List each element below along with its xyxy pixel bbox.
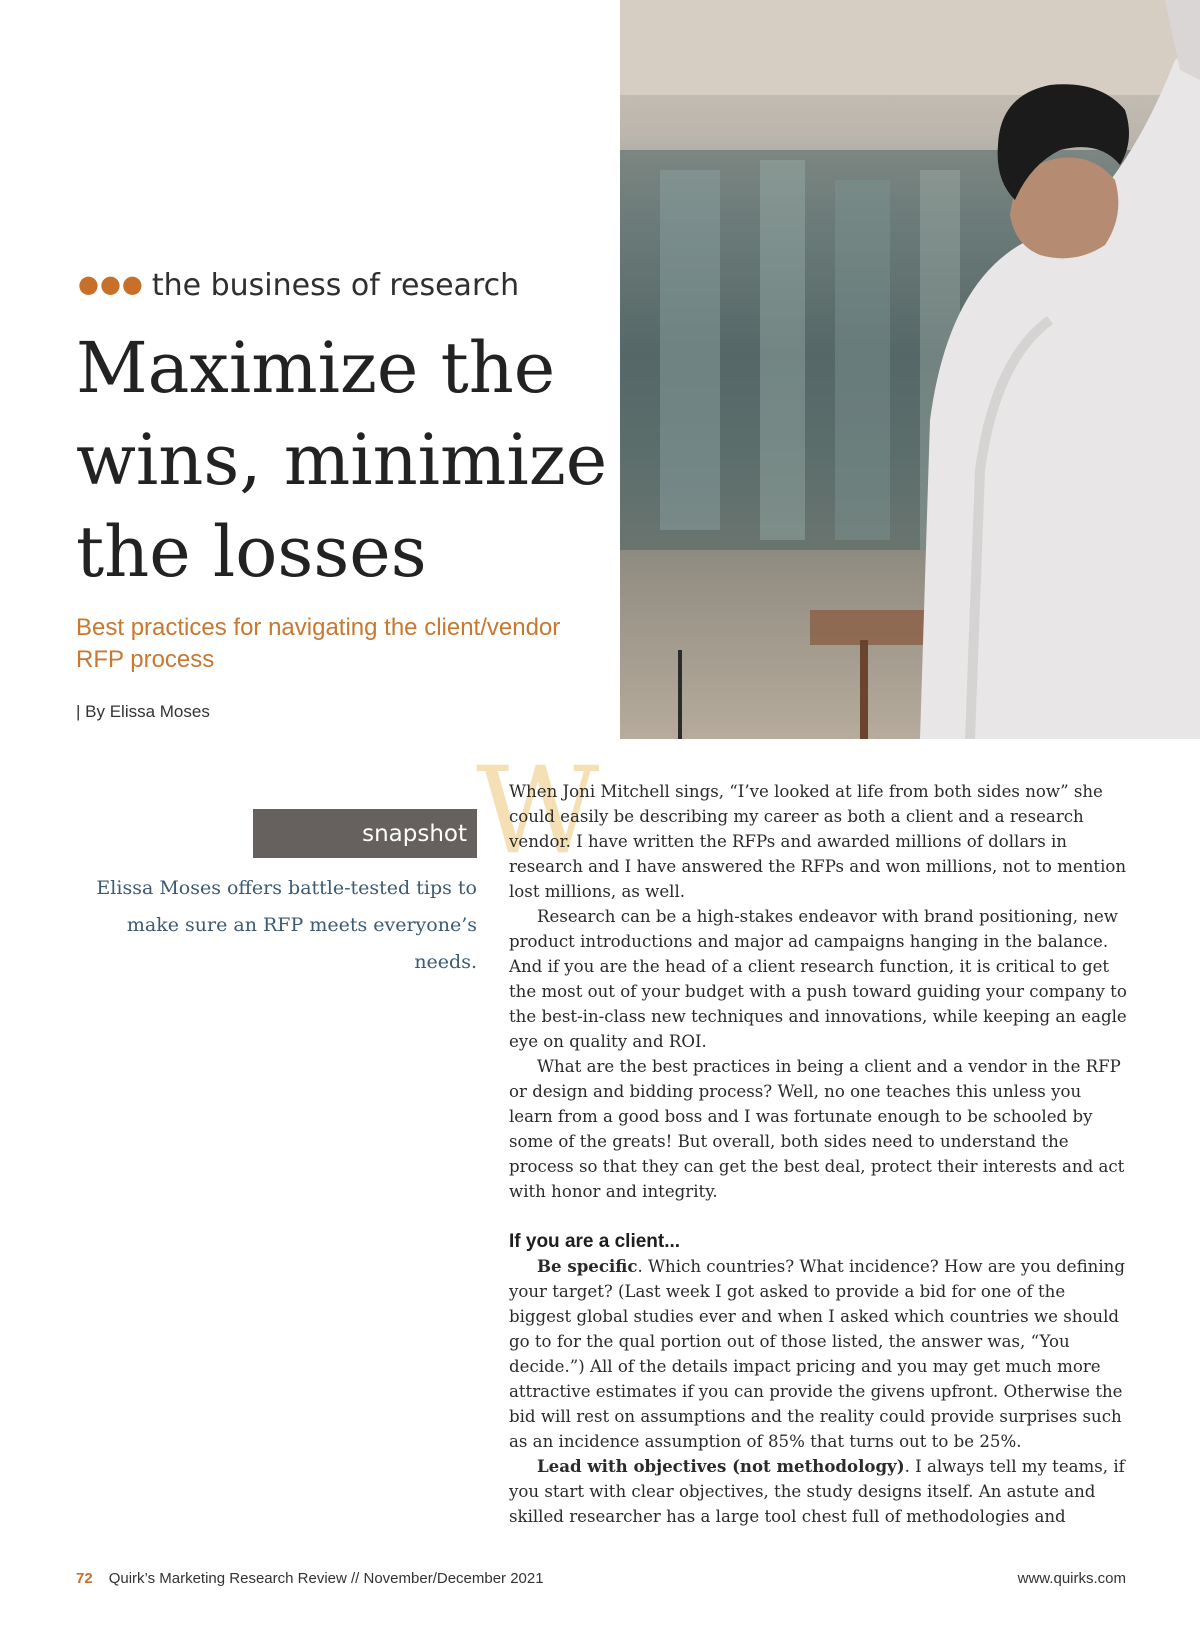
byline: | By Elissa Moses — [76, 702, 210, 721]
paragraph-spacer — [509, 1204, 1129, 1229]
publication-info: Quirk’s Marketing Research Review // November/December 2021 — [108, 1570, 544, 1587]
tip-text-2: . I always tell my teams, if you start with clear objectives, the study designs itself. An astute and skilled researcher has a large tool chest full of methodologies and — [509, 1457, 1125, 1526]
tip-lead-1: Be specific — [537, 1256, 638, 1276]
body-paragraph-1: When Joni Mitchell sings, “I’ve looked at life from both sides now” she could easily be describing my career as both a client and a research vendor. I have written the RFPs and awarded millions of dollars in research and I have answered the RFPs and won millions, not to mention lost millions, as well. — [509, 782, 1127, 901]
tip-paragraph-2 — [509, 1454, 1129, 1529]
section-label — [78, 268, 519, 303]
headline-line-2: wins, minimize — [76, 419, 608, 501]
page-number: 72 — [76, 1570, 93, 1587]
drop-cap: W — [476, 742, 600, 881]
snapshot-label-text: snapshot — [362, 820, 467, 847]
page-footer — [76, 1570, 1126, 1587]
headline-line-3: the losses — [76, 511, 427, 593]
hero-photo — [620, 0, 1200, 739]
snapshot-text: Elissa Moses offers battle-tested tips to make sure an RFP meets everyone’s needs. — [96, 877, 477, 973]
tip-lead-2: Lead with objectives (not methodology) — [537, 1456, 905, 1476]
snapshot-label — [253, 809, 477, 858]
tip-text-1: . Which countries? What incidence? How are you defining your target? (Last week I got asked to provide a bid for one of the biggest global studies ever and when I asked which countries we should go to for the qual portion out of those listed, the answer was, “You decide.”) All of the details impact pricing and you may get much more attractive estimates if you can provide the givens upfront. Otherwise the bid will rest on assumptions and the reality could provide surprises such as an incidence assumption of 85% that turns out to be 25%. — [509, 1257, 1125, 1451]
body-paragraph-2: Research can be a high-stakes endeavor with brand positioning, new product introductions and major ad campaigns hanging in the balance. And if you are the head of a client research function, it is critical to get the most out of your budget with a push toward guiding your company to the best-in-class new techniques and innovations, while keeping an eagle eye on quality and ROI. — [509, 907, 1127, 1051]
article-body — [509, 779, 1129, 1529]
body-paragraph-3: What are the best practices in being a client and a vendor in the RFP or design and bidding process? Well, no one teaches this unless you learn from a good boss and I was fortunate enough to be schooled by some of the greats! But overall, both sides need to understand the process so that they can get the best deal, protect their interests and act with honor and integrity. — [509, 1057, 1125, 1201]
headline-line-1: Maximize the — [76, 327, 556, 409]
hero-photo-illustration — [620, 0, 1200, 739]
section-label-text: the business of research — [151, 268, 520, 303]
article-headline — [76, 322, 636, 598]
website-link[interactable]: www.quirks.com — [1017, 1570, 1126, 1587]
section-heading: If you are a client... — [509, 1231, 681, 1252]
bullet-dots-icon: ●●● — [78, 270, 144, 298]
article-subtitle: Best practices for navigating the client/vendor RFP process — [76, 614, 561, 673]
tip-paragraph-1 — [509, 1254, 1129, 1454]
